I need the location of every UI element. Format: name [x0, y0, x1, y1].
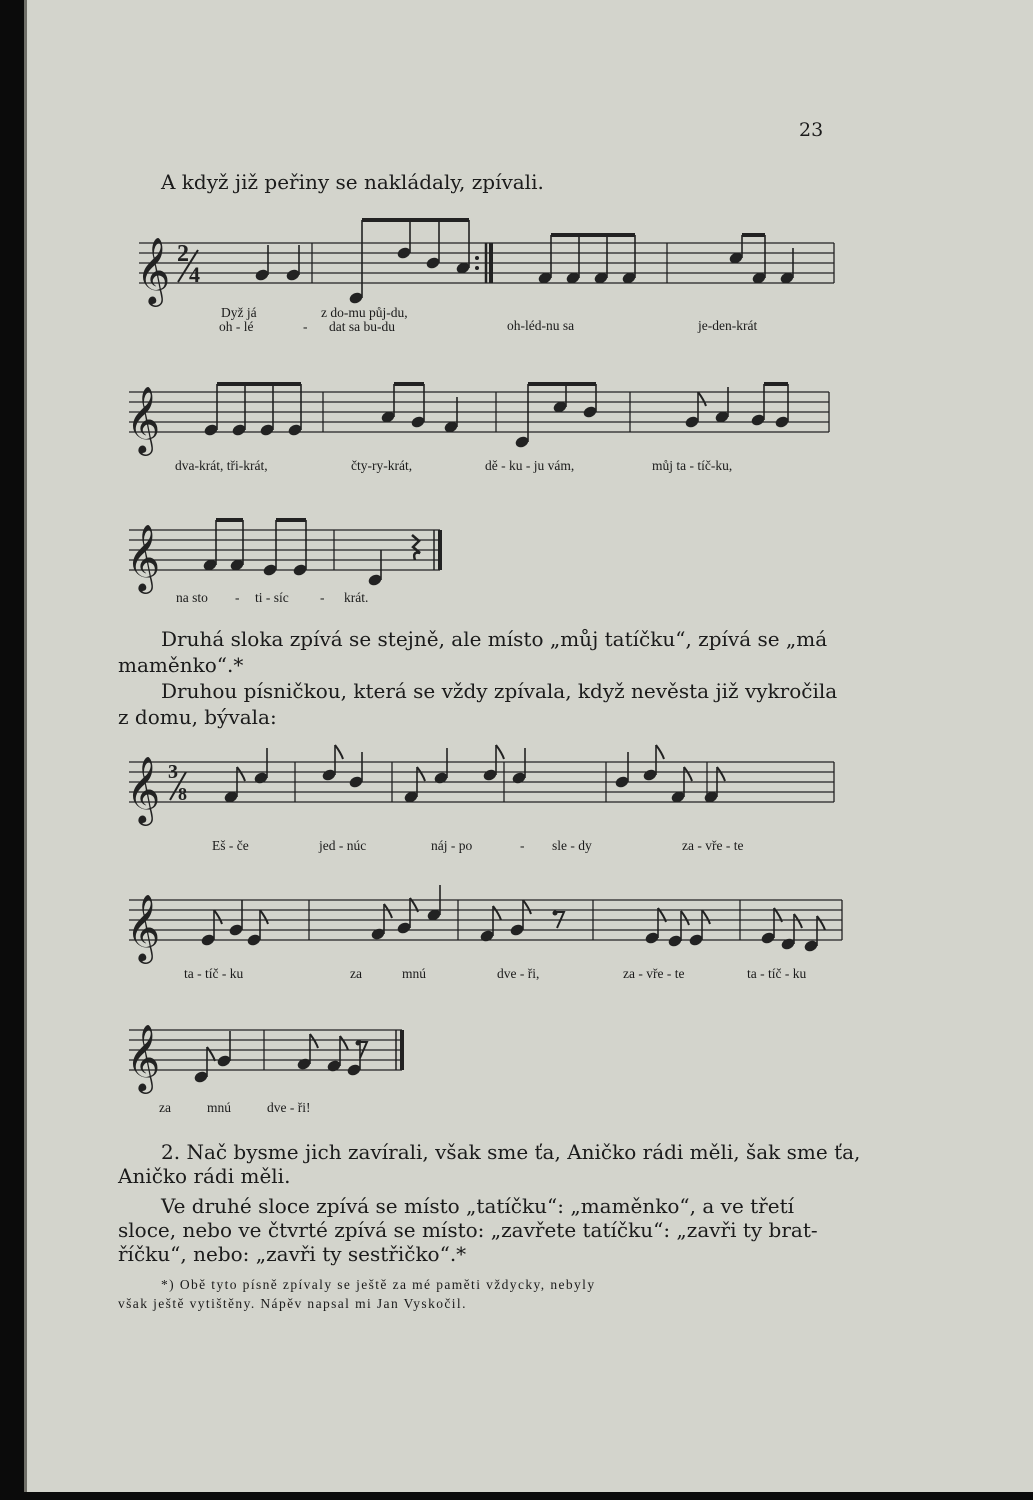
note-flag: [684, 767, 692, 781]
song2-lyric: za - vře - te: [682, 838, 744, 853]
song2-lyric: Eš - če: [212, 838, 249, 853]
paragraph-3-cont: říčku“, nebo: „zavři ty sestřičko“.*: [118, 1242, 467, 1266]
song2-lyric: za: [159, 1100, 171, 1115]
paragraph-2: Druhou písničkou, která se vždy zpívala, když nevěsta již vykročila: [161, 679, 838, 703]
song1-lyric: můj ta - tíč-ku,: [652, 458, 733, 473]
song2-lyric: dve - ři,: [497, 966, 540, 981]
treble-clef-icon: 𝄞: [126, 1023, 161, 1091]
song1-lyric: -: [235, 590, 240, 605]
song1-lyric: Dyž já: [221, 305, 257, 320]
song2-lyric: sle - dy: [552, 838, 592, 853]
note-flag: [417, 767, 425, 781]
song1-lyric: z do-mu půj-du,: [321, 305, 408, 320]
note-flag: [702, 910, 710, 924]
treble-clef-icon: 𝄞: [126, 523, 161, 591]
footnote: *) Obě tyto písně zpívaly se ještě za mé paměti vždycky, nebyly: [161, 1277, 596, 1292]
paragraph-1-cont: maměnko“.*: [118, 653, 244, 677]
note-flag: [496, 745, 504, 759]
page-edge-shadow: [24, 0, 27, 1492]
song1-staff-3: [124, 490, 454, 590]
song1-lyric: čty-ry-krát,: [351, 458, 413, 473]
song1-lyric-alt: oh - lé: [219, 319, 254, 334]
treble-clef-icon: 𝄞: [126, 893, 161, 961]
song2-lyric: mnú: [207, 1100, 232, 1115]
song2-lyric: za - vře - te: [623, 966, 685, 981]
footnote-cont: však ještě vytištěny. Nápěv napsal mi Jan Vyskočil.: [118, 1296, 467, 1311]
treble-clef-icon: 𝄞: [136, 236, 171, 304]
song1-lyric: ti - síc: [255, 590, 289, 605]
song2-lyric: dve - ři!: [267, 1100, 311, 1115]
song2-lyric: ta - tíč - ku: [747, 966, 807, 981]
paragraph-1: Druhá sloka zpívá se stejně, ale místo „můj tatíčku“, zpívá se „má: [161, 627, 828, 651]
note-flag: [207, 1047, 215, 1061]
intro-text: A když již peřiny se nakládaly, zpívali.: [161, 170, 544, 194]
note-flag: [698, 392, 706, 406]
note-flag: [384, 904, 392, 918]
page-number: 23: [799, 119, 824, 141]
note-flag: [681, 911, 689, 925]
song2-lyric: za: [350, 966, 362, 981]
note-flag: [717, 767, 725, 781]
note-flag: [310, 1034, 318, 1048]
song1-lyric: dva-krát, tři-krát,: [175, 458, 268, 473]
note-flag: [237, 767, 245, 781]
book-page: [24, 0, 1033, 1492]
note-flag: [340, 1036, 348, 1050]
note-flag: [335, 745, 343, 759]
svg-text:3: 3: [168, 761, 178, 783]
song2-lyric: ta - tíč - ku: [184, 966, 244, 981]
song2-lyric: jed - núc: [319, 838, 367, 853]
note-flag: [523, 900, 531, 914]
song1-lyric: je-den-krát: [698, 318, 758, 333]
svg-text:4: 4: [189, 262, 200, 287]
quarter-rest-icon: [412, 535, 420, 560]
treble-clef-icon: 𝄞: [126, 755, 161, 823]
svg-text:2: 2: [177, 241, 189, 267]
treble-clef-icon: 𝄞: [126, 385, 161, 453]
song1-lyric: krát.: [344, 590, 369, 605]
song2-lyric: -: [520, 838, 525, 853]
song2-lyric: mnú: [402, 966, 427, 981]
note-flag: [656, 745, 664, 759]
paragraph-3: Ve druhé sloce zpívá se místo „tatíčku“: „maměnko“, a ve třetí: [161, 1194, 794, 1218]
song1-lyric-alt: -: [303, 319, 308, 334]
paragraph-3-cont: sloce, nebo ve čtvrté zpívá se místo: „zavřete tatíčku“: „zavři ty brat-: [118, 1218, 818, 1242]
song2-staff-2: [124, 870, 854, 970]
song1-lyric: -: [320, 590, 325, 605]
song1-staff-2: [124, 362, 844, 462]
verse-2-cont: Aničko rádi měli.: [118, 1164, 291, 1188]
song1-lyric: na sto: [176, 590, 208, 605]
note-flag: [260, 910, 268, 924]
note-flag: [817, 916, 825, 930]
song2-staff-3: [124, 1000, 414, 1100]
song1-lyric-alt: dat sa bu-du: [329, 319, 395, 334]
verse-2: 2. Nač bysme jich zavírali, však sme ťa, Aničko rádi měli, šak sme ťa,: [161, 1140, 861, 1164]
song1-staff-1: [134, 208, 844, 308]
song1-lyric: oh-léd-nu sa: [507, 318, 575, 333]
svg-text:8: 8: [178, 784, 187, 804]
song2-staff-1: [124, 742, 844, 842]
note-flag: [493, 906, 501, 920]
note-flag: [794, 914, 802, 928]
song1-lyric: dě - ku - ju vám,: [485, 458, 575, 473]
song2-lyric: náj - po: [431, 838, 473, 853]
paragraph-2-cont: z domu, bývala:: [118, 705, 277, 729]
note-flag: [214, 910, 222, 924]
